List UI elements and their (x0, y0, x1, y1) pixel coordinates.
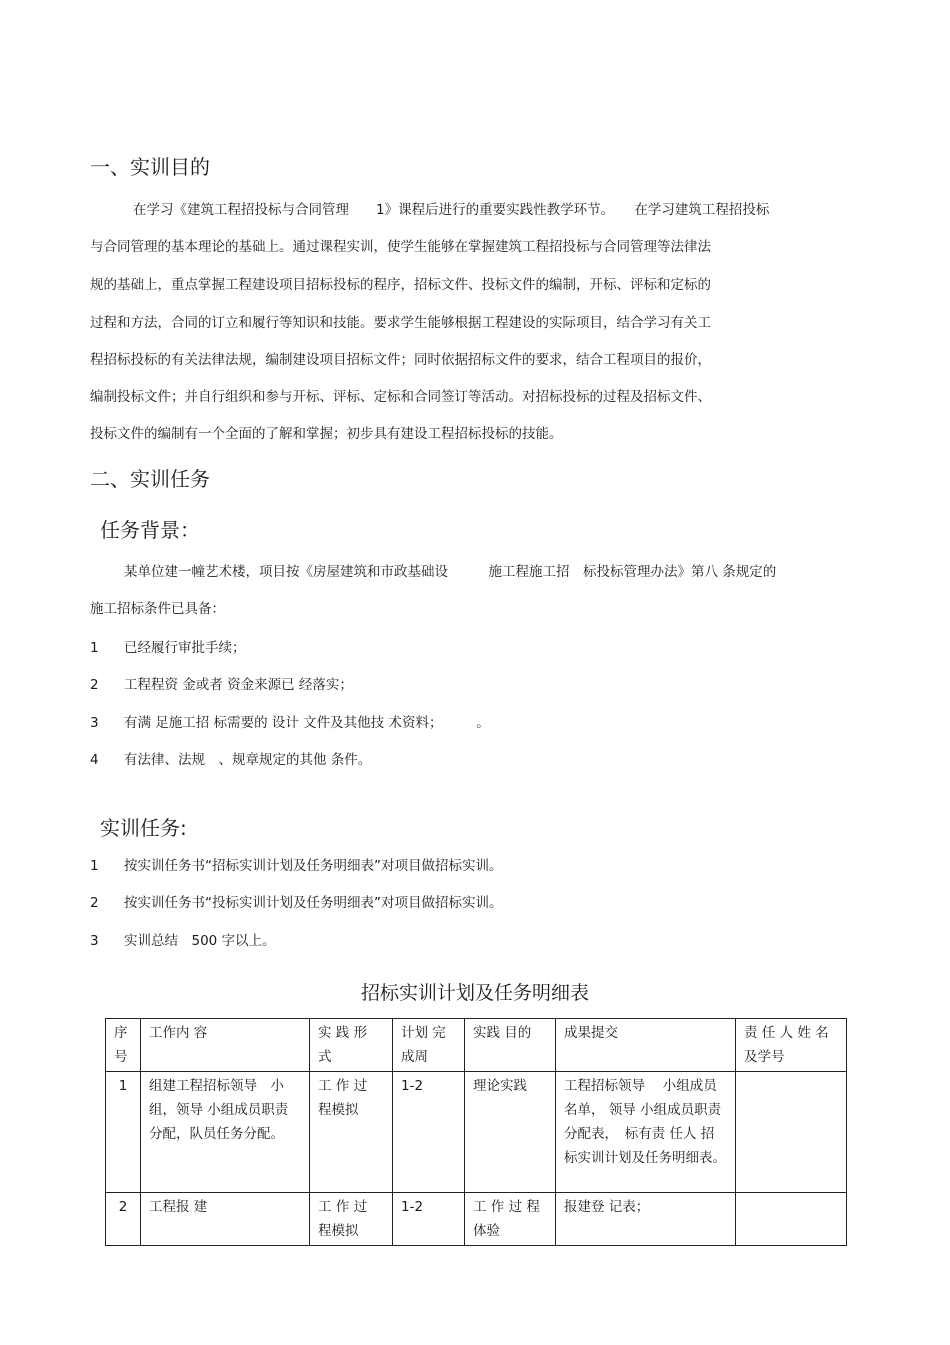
table-cell: 工 作 过 程体验 (465, 1193, 556, 1246)
table-header-cell: 工作内 容 (141, 1019, 310, 1072)
table-cell: 工 作 过 程模拟 (310, 1193, 393, 1246)
table-cell: 报建登 记表； (556, 1193, 736, 1246)
paragraph-line: 编制投标文件；并自行组织和参与开标、评标、定标和合同签订等活动。对招标投标的过程及招标文件、 (90, 389, 711, 405)
table-row (106, 1193, 847, 1246)
paragraph-line: 规的基础上，重点掌握工程建设项目招标投标的程序，招标文件、投标文件的编制，开标、评标和定标的 (90, 277, 711, 293)
list-item-number: 2 (90, 677, 99, 693)
table-cell: 1 (106, 1072, 141, 1193)
list-item-number: 1 (90, 640, 99, 656)
paragraph-line: 过程和方法，合同的订立和履行等知识和技能。要求学生能够根据工程建设的实际项目，结合学习有关工 (90, 315, 711, 331)
paragraph-line: 投标文件的编制有一个全面的了解和掌握；初步具有建设工程招标投标的技能。 (90, 426, 563, 442)
section1-heading: 一、实训目的 (90, 155, 210, 179)
background-line: 某单位建一幢艺术楼，项目按《房屋建筑和市政基础设 施工程施工招 标投标管理办法》第八 条规定的 (124, 564, 777, 580)
list-item: 有满 足施工招 标需要的 设计 文件及其他技 术资料； 。 (124, 715, 490, 731)
table-header-cell: 序号 (106, 1019, 141, 1072)
paragraph-line: 在学习《建筑工程招投标与合同管理 1》课程后进行的重要实践性教学环节。 在学习建筑工程招投标 (133, 202, 770, 218)
table-title: 招标实训计划及任务明细表 (360, 982, 589, 1004)
list-item: 有法律、法规 、规章规定的其他 条件。 (124, 752, 372, 768)
table-cell: 2 (106, 1193, 141, 1246)
list-item-number: 1 (90, 858, 99, 874)
table-cell: 工程招标领导 小组成员名单， 领导 小组成员职责分配表， 标有责 任人 招标实训计划及任务明细表。 (556, 1072, 736, 1193)
table-cell: 工 作 过 程模拟 (310, 1072, 393, 1193)
list-item-number: 2 (90, 895, 99, 911)
table-cell: 组建工程招标领导 小组，领导 小组成员职责分配，队员任务分配。 (141, 1072, 310, 1193)
list-item-number: 4 (90, 752, 99, 768)
table-header-cell: 责 任 人 姓 名 及学号 (736, 1019, 847, 1072)
table-header-cell: 成果提交 (556, 1019, 736, 1072)
paragraph-line: 与合同管理的基本理论的基础上。通过课程实训，使学生能够在掌握建筑工程招投标与合同管理等法律法 (90, 239, 711, 255)
table-cell: 理论实践 (465, 1072, 556, 1193)
table-header-row (106, 1019, 847, 1072)
table-header-cell: 计划 完成周 (393, 1019, 465, 1072)
table-header-cell: 实 践 形 式 (310, 1019, 393, 1072)
table-cell: 1-2 (393, 1193, 465, 1246)
background-line: 施工招标条件已具备： (90, 601, 225, 617)
table-header-cell: 实践 目的 (465, 1019, 556, 1072)
list-item: 按实训任务书“招标实训计划及任务明细表”对项目做招标实训。 (124, 858, 503, 874)
section2-heading: 二、实训任务 (90, 467, 210, 491)
paragraph-line: 程招标投标的有关法律法规，编制建设项目招标文件；同时依据招标文件的要求，结合工程项目的报价， (90, 352, 711, 368)
tasks-heading: 实训任务: (100, 816, 187, 840)
table-cell (736, 1193, 847, 1246)
table-cell: 工程报 建 (141, 1193, 310, 1246)
list-item-number: 3 (90, 933, 99, 949)
list-item: 实训总结 500 字以上。 (124, 933, 276, 949)
list-item: 工程程资 金或者 资金来源已 经落实； (124, 677, 353, 693)
list-item: 按实训任务书“投标实训计划及任务明细表”对项目做招标实训。 (124, 895, 503, 911)
list-item-number: 3 (90, 715, 99, 731)
table-row (106, 1072, 847, 1193)
table-cell: 1-2 (393, 1072, 465, 1193)
background-heading: 任务背景： (100, 518, 200, 542)
list-item: 已经履行审批手续； (124, 640, 246, 656)
plan-table (105, 1018, 847, 1246)
table-cell (736, 1072, 847, 1193)
